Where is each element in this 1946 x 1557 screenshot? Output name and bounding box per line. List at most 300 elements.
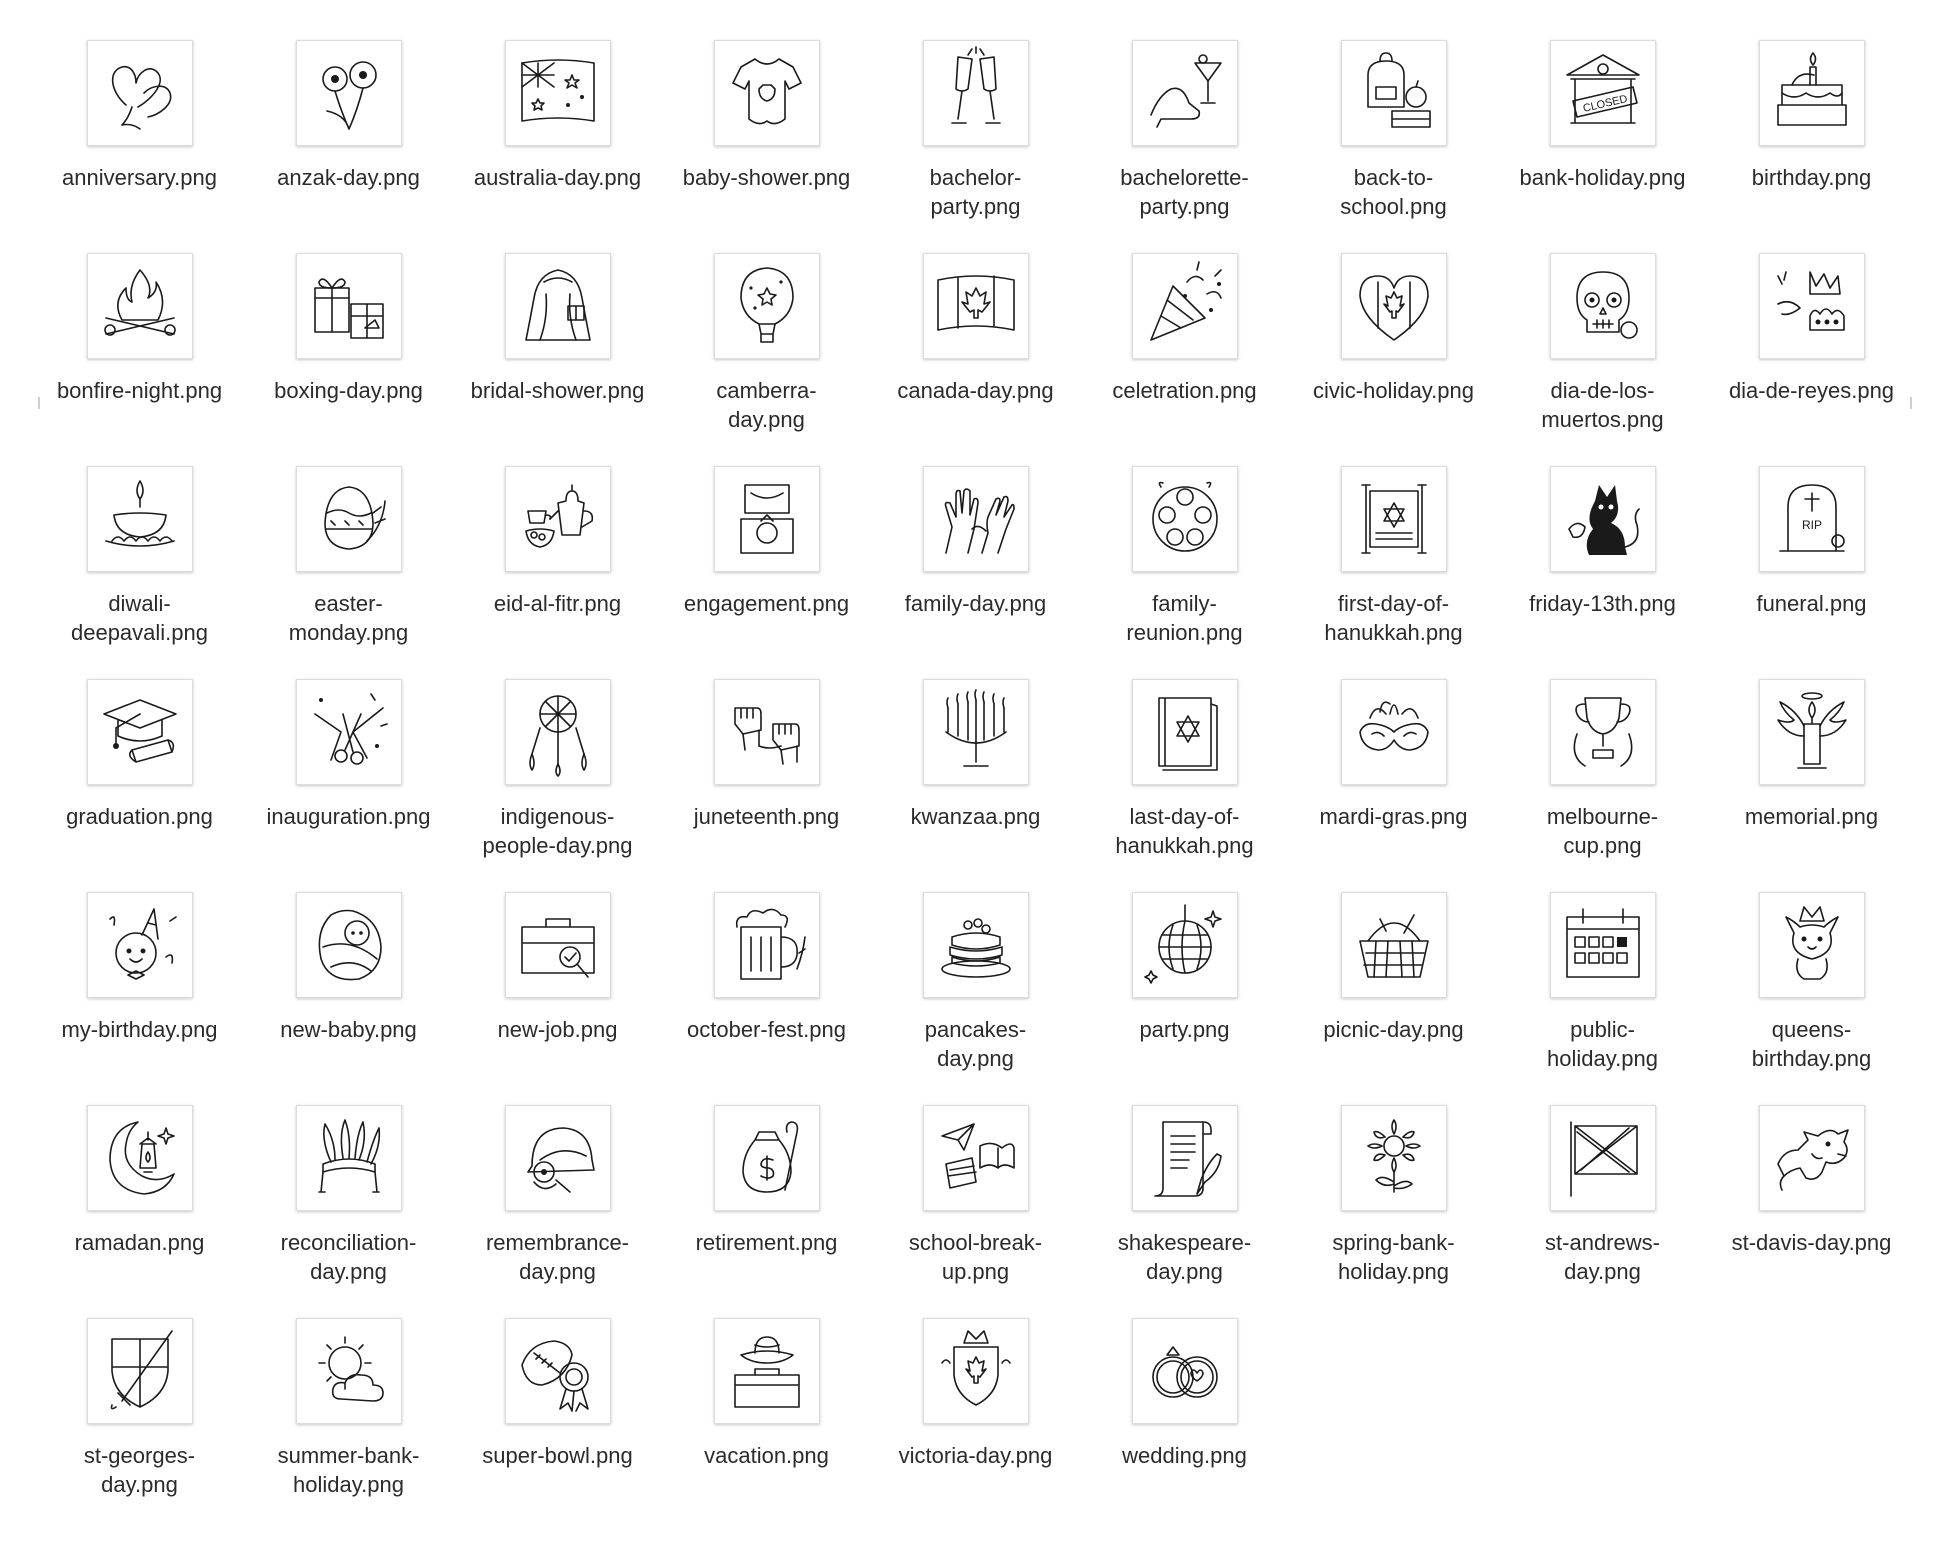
picnic-basket-icon — [1346, 897, 1442, 993]
party-popper-icon — [1137, 258, 1233, 354]
file-item[interactable] — [453, 892, 662, 1105]
file-name-label[interactable] — [876, 802, 1076, 831]
file-name-label[interactable] — [1712, 376, 1912, 405]
file-thumbnail[interactable] — [1132, 253, 1238, 359]
sugar-skull-icon — [1555, 258, 1651, 354]
file-thumbnail[interactable] — [87, 253, 193, 359]
file-name-line: hanukkah.png — [1324, 620, 1463, 645]
file-name-line: eid-al-fitr.png — [493, 591, 622, 616]
file-name-line: bank-holiday.png — [1519, 165, 1686, 190]
shield-sword-icon — [92, 1323, 188, 1419]
file-name-line: pancakes- — [924, 1017, 1027, 1042]
balloons-icon — [92, 45, 188, 141]
file-item[interactable] — [453, 1318, 662, 1531]
file-thumbnail[interactable] — [1759, 679, 1865, 785]
file-name-line: cup.png — [1563, 833, 1642, 858]
file-name-label[interactable] — [249, 589, 449, 647]
file-thumbnail[interactable] — [714, 40, 820, 146]
file-thumbnail[interactable] — [1759, 253, 1865, 359]
dreamcatcher-icon — [510, 684, 606, 780]
file-name-line: deepavali.png — [70, 620, 208, 645]
file-thumbnail[interactable] — [1759, 892, 1865, 998]
file-name-label[interactable] — [1085, 1015, 1285, 1044]
file-thumbnail[interactable] — [923, 679, 1029, 785]
file-name-line: mardi-gras.png — [1319, 804, 1468, 829]
star-of-david-book-icon — [1137, 684, 1233, 780]
file-name-line: school-break- — [908, 1230, 1043, 1255]
file-name-line: st-georges- — [83, 1443, 196, 1468]
file-name-label[interactable] — [249, 1228, 449, 1286]
file-item[interactable] — [871, 1105, 1080, 1318]
file-thumbnail[interactable] — [505, 40, 611, 146]
file-name-line: birthday.png — [1751, 1046, 1872, 1071]
file-name-line: new-job.png — [497, 1017, 618, 1042]
file-thumbnail[interactable] — [87, 1105, 193, 1211]
file-name-label[interactable] — [667, 1228, 867, 1257]
file-item[interactable] — [35, 1318, 244, 1531]
file-name-label[interactable] — [1503, 802, 1703, 860]
file-name-label[interactable] — [876, 376, 1076, 405]
file-item[interactable] — [453, 1105, 662, 1318]
file-name-label[interactable] — [249, 376, 449, 405]
file-name-label[interactable] — [249, 163, 449, 192]
file-name-line: bachelor- — [929, 165, 1022, 190]
file-name-label[interactable] — [40, 802, 240, 831]
calendar-icon — [1555, 897, 1651, 993]
file-thumbnail[interactable] — [296, 1105, 402, 1211]
file-name-line: anzak-day.png — [277, 165, 420, 190]
file-name-line: party.png — [1139, 1017, 1230, 1042]
file-thumbnail[interactable] — [1132, 1318, 1238, 1424]
file-thumbnail[interactable] — [1759, 1105, 1865, 1211]
file-item[interactable] — [1080, 1318, 1289, 1531]
file-name-label[interactable] — [667, 589, 867, 618]
file-item[interactable] — [1707, 1105, 1916, 1318]
file-name-label[interactable] — [876, 163, 1076, 221]
file-item[interactable] — [453, 40, 662, 253]
file-item[interactable] — [35, 892, 244, 1105]
file-thumbnail[interactable] — [714, 466, 820, 572]
file-name-line: first-day-of- — [1337, 591, 1450, 616]
saltire-flag-icon — [1555, 1110, 1651, 1206]
file-name-line: new-baby.png — [280, 1017, 417, 1042]
file-item[interactable] — [1080, 892, 1289, 1105]
file-name-label[interactable] — [458, 802, 658, 860]
file-thumbnail[interactable] — [1550, 466, 1656, 572]
kinara-candles-icon — [928, 684, 1024, 780]
file-item[interactable] — [1498, 1105, 1707, 1318]
file-name-label[interactable] — [458, 589, 658, 618]
file-item[interactable] — [1289, 1105, 1498, 1318]
file-name-label[interactable] — [458, 1228, 658, 1286]
file-grid — [35, 40, 1916, 1531]
file-name-line: funeral.png — [1756, 591, 1867, 616]
file-thumbnail[interactable] — [1341, 679, 1447, 785]
file-name-label[interactable] — [1294, 1228, 1494, 1286]
file-thumbnail[interactable] — [1759, 466, 1865, 572]
easter-egg-icon — [301, 471, 397, 567]
file-thumbnail[interactable] — [505, 1105, 611, 1211]
gift-boxes-icon — [301, 258, 397, 354]
file-name-line: day.png — [519, 1259, 596, 1284]
file-item[interactable] — [871, 1318, 1080, 1531]
file-item[interactable] — [1289, 466, 1498, 679]
swaddled-baby-icon — [301, 897, 397, 993]
file-name-line: victoria-day.png — [898, 1443, 1053, 1468]
ring-box-icon — [719, 471, 815, 567]
file-thumbnail[interactable] — [296, 679, 402, 785]
wedding-rings-icon — [1137, 1323, 1233, 1419]
scroll-quill-icon — [1137, 1110, 1233, 1206]
file-name-line: camberra- — [716, 378, 817, 403]
file-thumbnail[interactable] — [505, 679, 611, 785]
file-thumbnail[interactable] — [505, 253, 611, 359]
file-thumbnail[interactable] — [1132, 40, 1238, 146]
file-name-line: super-bowl.png — [482, 1443, 633, 1468]
file-name-label[interactable] — [40, 1228, 240, 1257]
tombstone-icon — [1764, 471, 1860, 567]
file-thumbnail[interactable] — [923, 40, 1029, 146]
file-thumbnail[interactable] — [923, 466, 1029, 572]
file-thumbnail[interactable] — [505, 1318, 611, 1424]
file-item[interactable] — [1080, 1105, 1289, 1318]
file-item[interactable] — [1707, 466, 1916, 679]
file-item[interactable] — [662, 1105, 871, 1318]
file-thumbnail[interactable] — [1759, 40, 1865, 146]
file-thumbnail[interactable] — [1550, 892, 1656, 998]
file-thumbnail[interactable] — [296, 1318, 402, 1424]
file-name-label[interactable] — [1294, 802, 1494, 831]
file-name-label[interactable] — [1712, 1228, 1912, 1257]
file-name-label[interactable] — [667, 802, 867, 831]
file-item[interactable] — [1289, 679, 1498, 892]
file-thumbnail[interactable] — [923, 253, 1029, 359]
file-name-line: diwali- — [108, 591, 171, 616]
file-item[interactable] — [871, 466, 1080, 679]
crowns-icon — [1764, 258, 1860, 354]
file-name-line: my-birthday.png — [61, 1017, 218, 1042]
file-name-line: reunion.png — [1126, 620, 1243, 645]
raised-fists-icon — [719, 684, 815, 780]
file-thumbnail[interactable] — [1132, 1105, 1238, 1211]
file-thumbnail[interactable] — [505, 892, 611, 998]
file-name-line: spring-bank- — [1332, 1230, 1455, 1255]
file-name-label[interactable] — [1712, 589, 1912, 618]
file-name-line: kwanzaa.png — [910, 804, 1041, 829]
pancake-stack-icon — [928, 897, 1024, 993]
file-name-label[interactable] — [1503, 589, 1703, 618]
file-name-line: dia-de-reyes.png — [1728, 378, 1895, 403]
file-name-label[interactable] — [249, 1015, 449, 1044]
file-item[interactable] — [1707, 40, 1916, 253]
file-name-label[interactable] — [458, 163, 658, 192]
carnival-mask-icon — [1346, 684, 1442, 780]
file-item[interactable] — [1080, 40, 1289, 253]
money-bag-cane-icon — [719, 1110, 815, 1206]
file-item[interactable] — [1289, 253, 1498, 466]
backpack-books-icon — [1346, 45, 1442, 141]
file-item[interactable] — [35, 40, 244, 253]
file-name-line: picnic-day.png — [1323, 1017, 1464, 1042]
file-name-line: day.png — [1146, 1259, 1223, 1284]
file-name-label[interactable] — [667, 376, 867, 434]
file-name-line: family- — [1152, 591, 1217, 616]
file-name-label[interactable] — [40, 1441, 240, 1499]
champagne-glasses-icon — [928, 45, 1024, 141]
torah-scroll-icon — [1346, 471, 1442, 567]
file-name-line: melbourne- — [1546, 804, 1659, 829]
file-name-line: summer-bank- — [277, 1443, 420, 1468]
file-name-label[interactable] — [249, 802, 449, 831]
file-thumbnail[interactable] — [87, 466, 193, 572]
onesie-icon — [719, 45, 815, 141]
ribbon-scissors-icon — [301, 684, 397, 780]
file-item[interactable] — [1498, 253, 1707, 466]
svg-text:RIP: RIP — [1801, 518, 1822, 532]
file-thumbnail[interactable] — [1132, 892, 1238, 998]
file-item[interactable] — [871, 40, 1080, 253]
file-name-label[interactable] — [249, 1441, 449, 1499]
file-name-line: ramadan.png — [74, 1230, 205, 1255]
file-name-line: inauguration.png — [266, 804, 431, 829]
file-thumbnail[interactable] — [1132, 466, 1238, 572]
file-name-line: last-day-of- — [1129, 804, 1240, 829]
file-thumbnail[interactable] — [87, 892, 193, 998]
file-item[interactable] — [662, 679, 871, 892]
party-face-icon — [92, 897, 188, 993]
file-name-line: shakespeare- — [1117, 1230, 1252, 1255]
sun-cloud-icon — [301, 1323, 397, 1419]
file-thumbnail[interactable] — [296, 253, 402, 359]
file-item[interactable] — [662, 40, 871, 253]
maple-leaf-heart-icon — [1346, 258, 1442, 354]
file-thumbnail[interactable] — [1550, 1105, 1656, 1211]
file-item[interactable] — [1707, 253, 1916, 466]
file-name-line: back-to- — [1353, 165, 1434, 190]
file-name-label[interactable] — [1712, 1015, 1912, 1073]
file-name-label[interactable] — [1712, 163, 1912, 192]
hot-air-balloon-icon — [719, 258, 815, 354]
file-item[interactable] — [871, 892, 1080, 1105]
bonfire-icon — [92, 258, 188, 354]
file-item[interactable] — [244, 892, 453, 1105]
file-name-label[interactable] — [1503, 376, 1703, 434]
file-name-label[interactable] — [667, 1015, 867, 1044]
file-name-label[interactable] — [1503, 1228, 1703, 1286]
file-item[interactable] — [35, 679, 244, 892]
file-name-label[interactable] — [876, 589, 1076, 618]
file-thumbnail[interactable] — [505, 466, 611, 572]
file-name-label[interactable] — [1085, 589, 1285, 647]
file-name-line: queens- — [1771, 1017, 1852, 1042]
file-thumbnail[interactable] — [1550, 679, 1656, 785]
file-name-label[interactable] — [1294, 163, 1494, 221]
file-name-label[interactable] — [40, 376, 240, 405]
file-name-label[interactable] — [667, 1441, 867, 1470]
file-item[interactable] — [1707, 892, 1916, 1105]
welsh-dragon-icon — [1764, 1110, 1860, 1206]
file-name-label[interactable] — [876, 1228, 1076, 1286]
file-item[interactable] — [662, 466, 871, 679]
file-name-line: st-andrews- — [1545, 1230, 1660, 1255]
file-name-label[interactable] — [1294, 589, 1494, 647]
file-name-label[interactable] — [40, 589, 240, 647]
file-name-line: october-fest.png — [687, 1017, 846, 1042]
file-item[interactable] — [1498, 40, 1707, 253]
file-item[interactable] — [871, 679, 1080, 892]
file-name-label[interactable] — [458, 1015, 658, 1044]
australian-flag-icon — [510, 45, 606, 141]
paper-plane-books-icon — [928, 1110, 1024, 1206]
file-item[interactable] — [1080, 679, 1289, 892]
file-thumbnail[interactable] — [1341, 466, 1447, 572]
crowned-corgi-icon — [1764, 897, 1860, 993]
file-name-line: day.png — [937, 1046, 1014, 1071]
file-name-label[interactable] — [876, 1015, 1076, 1073]
file-name-line: party.png — [1139, 194, 1230, 219]
winged-candle-icon — [1764, 684, 1860, 780]
file-item[interactable] — [1498, 892, 1707, 1105]
file-item[interactable] — [662, 892, 871, 1105]
sunflower-icon — [1346, 1110, 1442, 1206]
file-thumbnail[interactable] — [714, 1105, 820, 1211]
beer-mug-icon — [719, 897, 815, 993]
file-item[interactable] — [1080, 466, 1289, 679]
file-name-line: birthday.png — [1751, 165, 1872, 190]
file-item[interactable] — [453, 253, 662, 466]
file-item[interactable] — [453, 466, 662, 679]
file-name-label[interactable] — [667, 163, 867, 192]
file-item[interactable] — [244, 1105, 453, 1318]
file-name-line: indigenous- — [500, 804, 615, 829]
file-name-line: retirement.png — [695, 1230, 838, 1255]
file-thumbnail[interactable] — [87, 40, 193, 146]
file-name-line: family-day.png — [904, 591, 1047, 616]
left-edge-divider — [38, 397, 40, 409]
file-item[interactable] — [35, 253, 244, 466]
file-name-label[interactable] — [1085, 163, 1285, 221]
file-name-line: day.png — [310, 1259, 387, 1284]
helmet-poppy-icon — [510, 1110, 606, 1206]
file-thumbnail[interactable] — [714, 253, 820, 359]
poppies-icon — [301, 45, 397, 141]
file-name-line: remembrance- — [485, 1230, 630, 1255]
file-name-label[interactable] — [1085, 1441, 1285, 1470]
file-item[interactable] — [453, 679, 662, 892]
file-item[interactable] — [662, 253, 871, 466]
file-name-line: bachelorette- — [1120, 165, 1249, 190]
file-name-line: wedding.png — [1122, 1443, 1247, 1468]
file-thumbnail[interactable] — [296, 892, 402, 998]
birthday-cake-icon — [1764, 45, 1860, 141]
file-name-line: school.png — [1340, 194, 1447, 219]
file-item[interactable] — [244, 253, 453, 466]
file-name-line: vacation.png — [704, 1443, 829, 1468]
graduation-cap-icon — [92, 684, 188, 780]
file-name-line: muertos.png — [1541, 407, 1664, 432]
trophy-horseshoe-icon — [1555, 684, 1651, 780]
right-edge-divider — [1910, 397, 1912, 409]
file-name-label[interactable] — [40, 163, 240, 192]
file-name-line: juneteenth.png — [693, 804, 840, 829]
file-item[interactable] — [35, 1105, 244, 1318]
file-item[interactable] — [35, 466, 244, 679]
file-thumbnail[interactable] — [923, 1318, 1029, 1424]
file-name-label[interactable] — [1294, 376, 1494, 405]
football-rosette-icon — [510, 1323, 606, 1419]
file-name-line: engagement.png — [683, 591, 850, 616]
file-item[interactable] — [662, 1318, 871, 1531]
file-name-line: holiday.png — [293, 1472, 404, 1497]
file-name-label[interactable] — [1294, 1015, 1494, 1044]
file-name-line: monday.png — [288, 620, 409, 645]
file-name-label[interactable] — [876, 1441, 1076, 1470]
file-item[interactable] — [1707, 679, 1916, 892]
crowned-maple-shield-icon — [928, 1323, 1024, 1419]
file-thumbnail[interactable] — [1550, 253, 1656, 359]
file-thumbnail[interactable] — [1341, 1105, 1447, 1211]
diya-lamp-icon — [92, 471, 188, 567]
file-item[interactable] — [1289, 892, 1498, 1105]
file-name-line: up.png — [941, 1259, 1010, 1284]
file-name-line: baby-shower.png — [682, 165, 851, 190]
file-thumbnail[interactable] — [1132, 679, 1238, 785]
hands-icon — [928, 471, 1024, 567]
file-thumbnail[interactable] — [1341, 40, 1447, 146]
file-name-label[interactable] — [1503, 1015, 1703, 1073]
file-name-label[interactable] — [1085, 1228, 1285, 1286]
file-item[interactable] — [244, 1318, 453, 1531]
tea-set-icon — [510, 471, 606, 567]
file-thumbnail[interactable] — [923, 1105, 1029, 1211]
file-thumbnail[interactable] — [296, 466, 402, 572]
file-thumbnail[interactable] — [714, 679, 820, 785]
file-thumbnail[interactable] — [296, 40, 402, 146]
file-name-line: memorial.png — [1744, 804, 1879, 829]
file-name-line: civic-holiday.png — [1312, 378, 1474, 403]
file-item[interactable] — [871, 253, 1080, 466]
file-item[interactable] — [1498, 679, 1707, 892]
file-name-line: friday-13th.png — [1529, 591, 1676, 616]
file-name-line: day.png — [101, 1472, 178, 1497]
file-thumbnail[interactable] — [1341, 253, 1447, 359]
file-name-label[interactable] — [1712, 802, 1912, 831]
file-name-label[interactable] — [458, 1441, 658, 1470]
file-name-label[interactable] — [40, 1015, 240, 1044]
file-item[interactable] — [244, 40, 453, 253]
file-item[interactable] — [244, 679, 453, 892]
file-thumbnail[interactable] — [714, 892, 820, 998]
file-name-label[interactable] — [1085, 802, 1285, 860]
high-heel-cocktail-icon — [1137, 45, 1233, 141]
file-item[interactable] — [1498, 466, 1707, 679]
file-thumbnail[interactable] — [1341, 892, 1447, 998]
file-name-label[interactable] — [1503, 163, 1703, 192]
file-thumbnail[interactable] — [923, 892, 1029, 998]
file-thumbnail[interactable] — [87, 679, 193, 785]
file-item[interactable] — [1289, 40, 1498, 253]
file-name-line: holiday.png — [1547, 1046, 1658, 1071]
file-thumbnail[interactable] — [1550, 40, 1656, 146]
file-name-label[interactable] — [1085, 376, 1285, 405]
file-thumbnail[interactable] — [87, 1318, 193, 1424]
file-thumbnail[interactable] — [714, 1318, 820, 1424]
bridal-veil-icon — [510, 258, 606, 354]
file-item[interactable] — [1080, 253, 1289, 466]
file-item[interactable] — [244, 466, 453, 679]
file-name-label[interactable] — [458, 376, 658, 405]
file-name-line: public- — [1570, 1017, 1635, 1042]
